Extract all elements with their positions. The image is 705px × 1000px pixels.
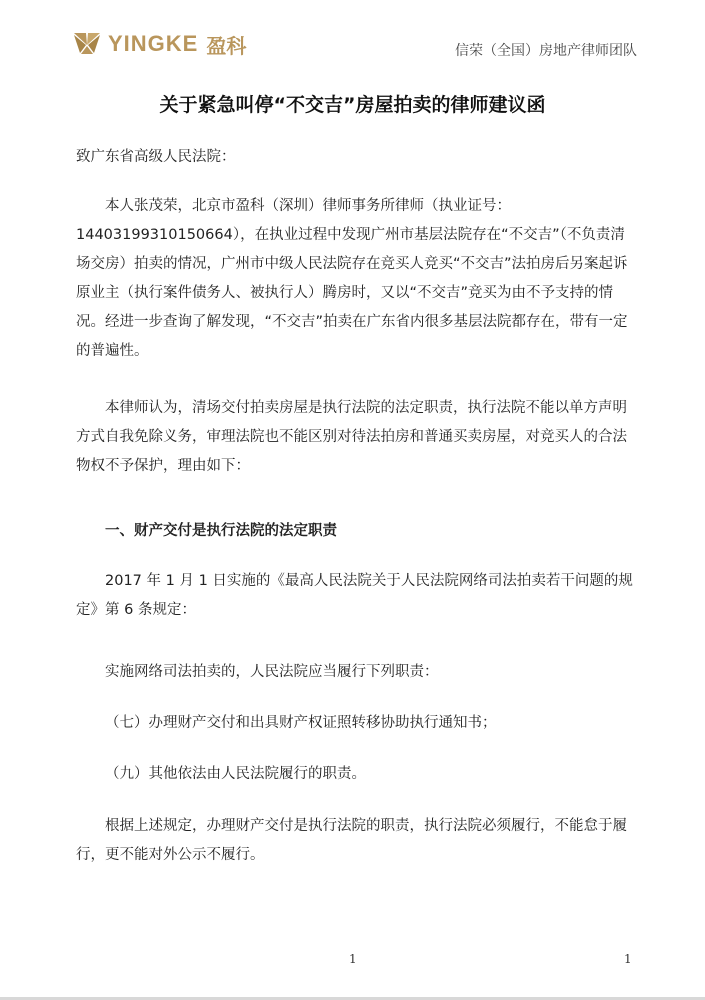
logo-chinese-text: 盈科 xyxy=(206,33,247,58)
section-heading: 一、财产交付是执行法院的法定职责 xyxy=(105,523,337,539)
yingke-logo xyxy=(72,28,246,60)
page-number-right: 1 xyxy=(624,952,632,966)
paragraph-conclusion: 根据上述规定，办理财产交付是执行法院的职责，执行法院必须履行，不能怠于履行，更不能对外公示不履行。 xyxy=(76,818,627,863)
logo-text: YINGKE xyxy=(108,31,199,56)
yingke-emblem-icon xyxy=(72,31,102,57)
duty-item-nine: （九）其他依法由人民法院履行的职责。 xyxy=(105,766,366,782)
duty-item-seven: （七）办理财产交付和出具财产权证照转移协助执行通知书； xyxy=(105,715,497,731)
team-name: 信荣（全国）房地产律师团队 xyxy=(455,43,637,59)
page-number: 1 xyxy=(349,952,357,966)
paragraph-opinion: 本律师认为，清场交付拍卖房屋是执行法院的法定职责，执行法院不能以单方声明方式自我免除义务，审理法院也不能区别对待法拍房和普通买卖房屋，对竞买人的合法物权不予保护，理由如下： xyxy=(76,400,627,474)
paragraph-regulation: 2017 年 1 月 1 日实施的《最高人民法院关于人民法院网络司法拍卖若干问题的规定》第 6 条规定： xyxy=(76,573,633,618)
paragraph-intro: 本人张茂荣，北京市盈科（深圳）律师事务所律师（执业证号：14403199310150664），在执业过程中发现广州市基层法院存在“不交吉”（不负责清场交房）拍卖的情况，广州市中级人民法院存在竞买人竞买“不交吉”法拍房后另案起诉原业主（执行案件债务人、被执行人）腾房时，又以“不交吉”竞买为由不予支持的情况。经进一步查询了解发现，“不交吉”拍卖在广东省内很多基层法院都存在，带有一定的普遍性。 xyxy=(76,198,628,359)
salutation: 致广东省高级人民法院： xyxy=(76,149,236,165)
paragraph-duties: 实施网络司法拍卖的，人民法院应当履行下列职责： xyxy=(105,664,439,680)
document-title: 关于紧急叫停“不交吉”房屋拍卖的律师建议函 xyxy=(159,94,546,116)
